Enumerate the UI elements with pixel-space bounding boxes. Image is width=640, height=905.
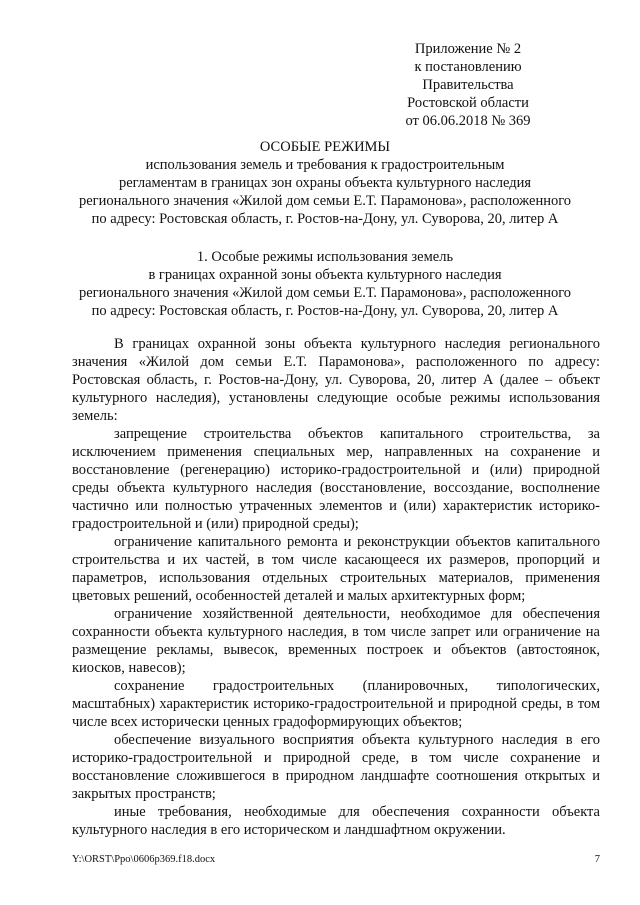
appendix-header	[368, 40, 568, 130]
appendix-line: от 06.06.2018 № 369	[405, 113, 531, 129]
document-body	[72, 335, 600, 839]
section-line: по адресу: Ростовская область, г. Ростов-на-Дону, ул. Суворова, 20, литер А	[91, 303, 559, 319]
document-title	[60, 138, 590, 228]
title-line: использования земель и требования к градостроительным	[145, 157, 505, 173]
body-paragraph: обеспечение визуального восприятия объекта культурного наследия в его историко-градостроительной и природной среде, в том числе сохранение и восстановление сложившегося в природном ландшафте соотношения открытых и закрытых пространств;	[72, 732, 600, 802]
title-line: регламентам в границах зон охраны объекта культурного наследия	[118, 175, 532, 191]
title-line: регионального значения «Жилой дом семьи Е.Т. Парамонова», расположенного	[78, 193, 572, 209]
appendix-line: Приложение № 2	[414, 41, 522, 57]
section-line: 1. Особые режимы использования земель	[196, 249, 454, 265]
appendix-line: Ростовской области	[407, 95, 529, 111]
body-paragraph: ограничение капитального ремонта и реконструкции объектов капитального строительства и их частей, в том числе касающееся их размеров, пропорций и параметров, использования отдельных строительных материалов, применения цветовых решений, особенностей деталей и малых архитектурных форм;	[72, 534, 600, 604]
appendix-line: Правительства	[422, 77, 514, 93]
section-line: в границах охранной зоны объекта культурного наследия	[148, 267, 502, 283]
appendix-line: к постановлению	[414, 59, 522, 75]
page-number: 7	[594, 854, 600, 865]
section-heading	[60, 248, 590, 320]
body-paragraph: ограничение хозяйственной деятельности, необходимое для обеспечения сохранности объекта культурного наследия, в том числе запрет или ограничение на размещение рекламы, вывесок, временных построек и объектов (автостоянок, киосков, навесов);	[72, 606, 600, 676]
body-paragraph: запрещение строительства объектов капитального строительства, за исключением применения специальных мер, направленных на сохранение и восстановление (регенерацию) историко-градостроительной и (или) природной среды объекта культурного наследия (восстановление, воссоздание, восполнение частично или полностью утраченных элементов и (или) характеристик историко-градостроительной и (или) природной среды);	[72, 426, 600, 532]
section-line: регионального значения «Жилой дом семьи Е.Т. Парамонова», расположенного	[78, 285, 572, 301]
file-path: Y:\ORST\Ppo\0606p369.f18.docx	[72, 854, 216, 865]
title-main: ОСОБЫЕ РЕЖИМЫ	[259, 139, 391, 155]
body-paragraph: сохранение градостроительных (планировочных, типологических, масштабных) характеристик историко-градостроительной и природной среды, в том числе всех исторически ценных градоформирующих объектов;	[72, 678, 600, 730]
title-line: по адресу: Ростовская область, г. Ростов-на-Дону, ул. Суворова, 20, литер А	[91, 211, 559, 227]
body-paragraph: В границах охранной зоны объекта культурного наследия регионального значения «Жилой дом семьи Е.Т. Парамонова», расположенного по адресу: Ростовская область, г. Ростов-на-Дону, ул. Суворова, 20, литер А (далее – объект культурного наследия), установлены следующие особые режимы использования земель:	[72, 336, 600, 424]
body-paragraph: иные требования, необходимые для обеспечения сохранности объекта культурного наследия в его историческом и ландшафтном окружении.	[72, 804, 600, 838]
